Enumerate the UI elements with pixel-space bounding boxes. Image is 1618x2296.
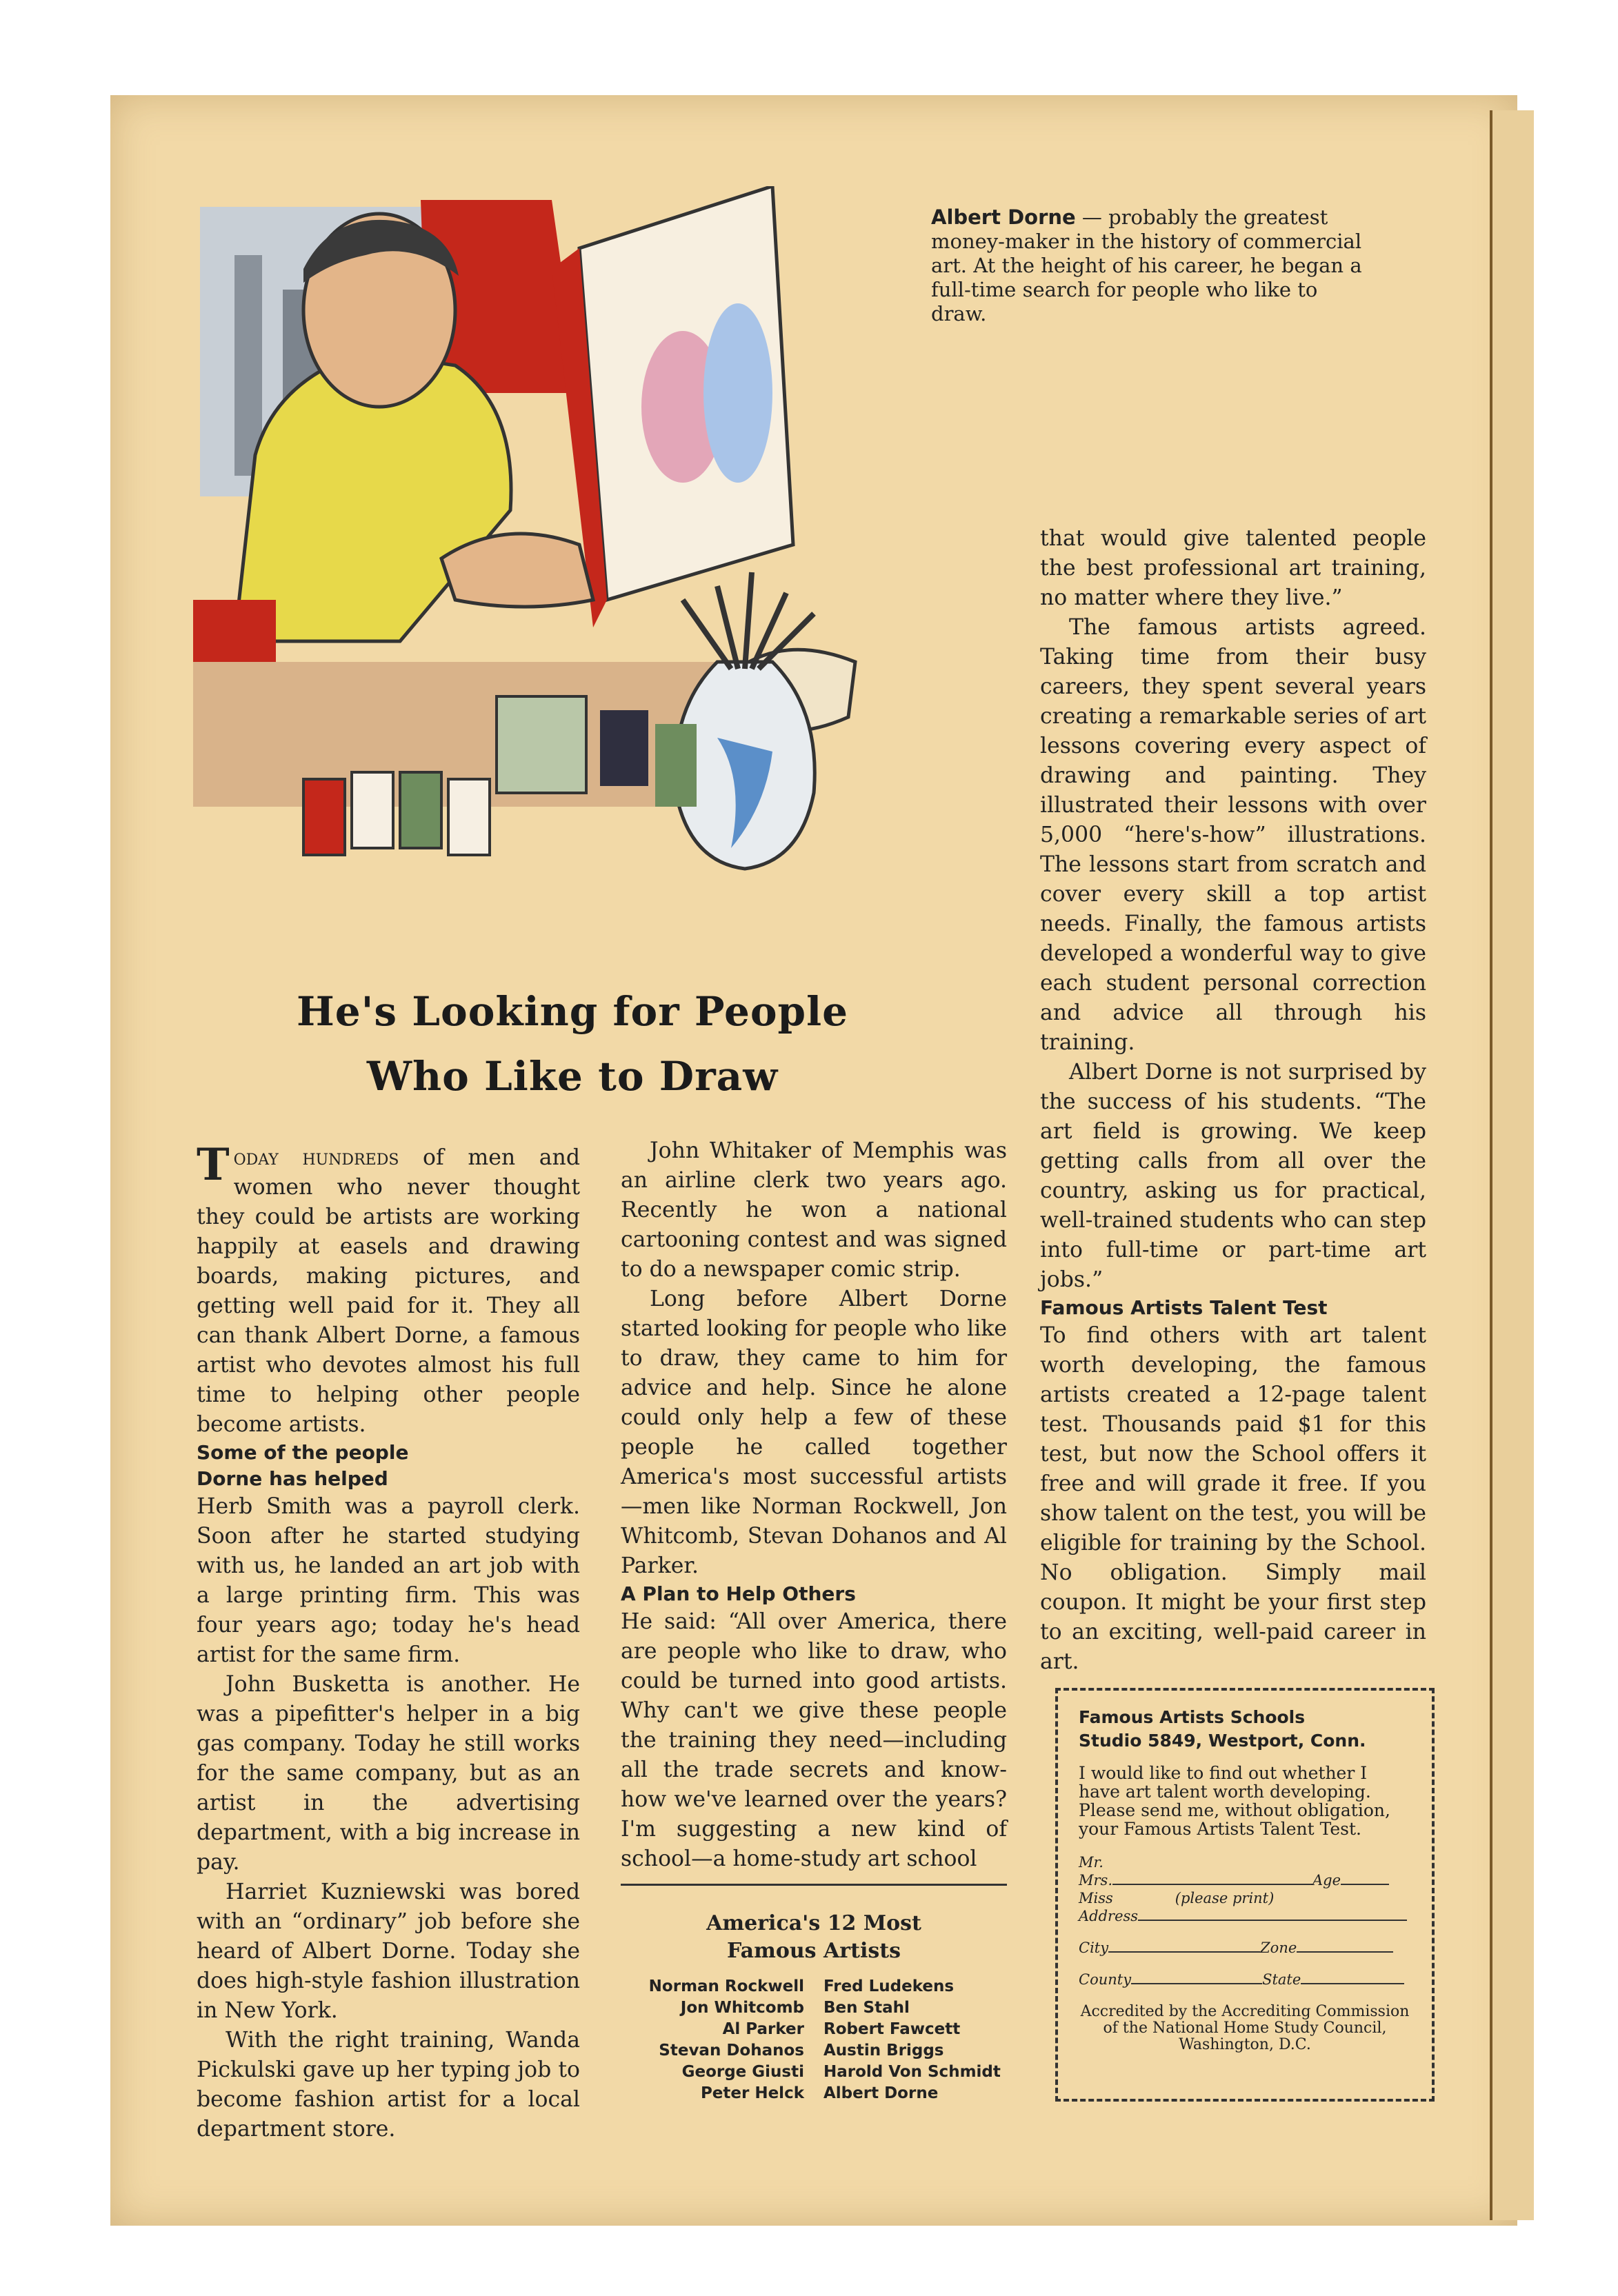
divider — [621, 1884, 1007, 1886]
paragraph: He said: “All over America, there are people who like to draw, who could be turned into good artists. Why can't we give these people the training they need—including all the trade secrets and know-how we've learned over the years? I'm suggesting a new kind of school—a home-study art school — [621, 1609, 1007, 1871]
label-age: Age — [1312, 1872, 1341, 1889]
artist-name: Peter Helck — [700, 2084, 804, 2102]
artist-hand — [441, 534, 593, 607]
coupon-request: I would like to find out whether I have art talent worth developing. Please send me, without obligation, your Famous Artists Talent Test. — [1079, 1763, 1390, 1839]
famous-title-2: Famous Artists — [727, 1939, 901, 1963]
caption-name: Albert Dorne — [931, 205, 1076, 229]
label-city: City — [1079, 1940, 1109, 1956]
drop-cap: T — [197, 1139, 230, 1191]
subhead-talent-test: Famous Artists Talent Test — [1040, 1296, 1328, 1319]
city-field[interactable] — [1108, 1951, 1260, 1953]
label-zone: Zone — [1260, 1940, 1297, 1956]
label-miss: Miss — [1079, 1890, 1113, 1906]
famous-artists-box — [621, 1910, 1007, 2104]
label-mr: Mr. — [1079, 1854, 1103, 1871]
coupon-school: Famous Artists Schools — [1079, 1707, 1306, 1727]
caption-text: — probably the greatest money-maker in the history of commercial art. At the height of his career, he began a full-time search for people who like to draw. — [931, 205, 1362, 325]
paragraph: The famous artists agreed. Taking time from their busy careers, they spent several years creating a remarkable series of art lessons covering every aspect of drawing and painting. They illustrated their lessons with over 5,000 “here's-how” illustrations. The lessons start from scratch and cover every skill a top artist needs. Finally, the famous artists developed a wonderful way to give each student personal correction and advice all through his training. — [1040, 615, 1426, 1055]
coupon-form[interactable] — [1079, 1853, 1411, 1988]
label-state: State — [1262, 1971, 1301, 1988]
artist-name: Harold Von Schmidt — [823, 2063, 1001, 2081]
label-mrs: Mrs. — [1079, 1872, 1112, 1889]
famous-title-1: America's 12 Most — [706, 1911, 921, 1935]
intro-smallcaps: oday hundreds — [233, 1145, 399, 1170]
headline-line-1: He's Looking for People — [296, 988, 849, 1035]
artist-name: Robert Fawcett — [823, 2020, 961, 2038]
illustration-caption — [931, 205, 1372, 326]
address-field[interactable] — [1138, 1920, 1407, 1921]
coupon-address: Studio 5849, Westport, Conn. — [1079, 1731, 1366, 1751]
column-3 — [1040, 524, 1426, 1677]
zone-field[interactable] — [1297, 1951, 1393, 1953]
accreditation-note: Accredited by the Accrediting Commission of the National Home Study Council, Washington, D.C. — [1080, 2003, 1410, 2053]
artist-name: Albert Dorne — [823, 2084, 939, 2102]
print-note: (please print) — [1175, 1890, 1275, 1906]
paragraph: Harriet Kuzniewski was bored with an “ordinary” job before she heard of Albert Dorne. Today she does high-style fashion illustration in New York. — [197, 1880, 580, 2023]
intro-paragraph — [197, 1139, 580, 1440]
headline-line-2: Who Like to Draw — [366, 1053, 779, 1100]
column-2 — [621, 1136, 1007, 1874]
paragraph: John Busketta is another. He was a pipefitter's helper in a big gas company. Today he still works for the same company, but as an artist in the advertising department, with a big increase in pay. — [197, 1672, 580, 1875]
artist-name: Jon Whitcomb — [680, 1999, 804, 2017]
paragraph: To find others with art talent worth developing, the famous artists created a 12-page talent test. Thousands paid $1 for this test, but now the School offers it free and will grade it free. If you show talent on the test, you will be eligible for training by the School. No obligation. Simply mail coupon. It might be your first step to an exciting, well-paid career in art. — [1040, 1323, 1426, 1674]
subhead-people-helped-2: Dorne has helped — [197, 1467, 388, 1490]
paragraph: that would give talented people the best professional art training, no matter where they live.” — [1040, 526, 1426, 610]
age-field[interactable] — [1341, 1884, 1389, 1885]
subhead-plan: A Plan to Help Others — [621, 1582, 856, 1605]
paragraph: John Whitaker of Memphis was an airline clerk two years ago. Recently he won a national cartooning contest and was signed to do a newspaper comic strip. — [621, 1138, 1007, 1282]
artist-name: Al Parker — [722, 2020, 804, 2038]
paragraph: Long before Albert Dorne started looking for people who like to draw, they came to him for advice and help. Since he alone could only help a few of these people he called together America's most successful artists —men like Norman Rockwell, Jon Whitcomb, Stevan Dohanos and Al Parker. — [621, 1287, 1007, 1578]
artist-name: Stevan Dohanos — [659, 2042, 804, 2060]
subhead-people-helped-1: Some of the people — [197, 1441, 409, 1464]
albert-dorne-illustration — [193, 186, 917, 958]
famous-artists-list — [621, 1976, 1007, 2104]
paragraph: Albert Dorne is not surprised by the success of his students. “The art field is growing. We keep getting calls from all over the country, asking us for practical, well-trained students who can step into full-time or part-time art jobs.” — [1040, 1060, 1426, 1292]
artists-left-column — [621, 1976, 814, 2104]
artist-name: George Giusti — [681, 2063, 804, 2081]
paragraph: With the right training, Wanda Pickulski gave up her typing job to become fashion artist for a local department store. — [197, 2028, 580, 2142]
artist-name: Norman Rockwell — [648, 1977, 804, 1995]
county-field[interactable] — [1131, 1983, 1262, 1984]
artist-name: Fred Ludekens — [823, 1977, 955, 1995]
artist-name: Ben Stahl — [823, 1999, 910, 2017]
column-1 — [197, 1139, 580, 2144]
state-field[interactable] — [1301, 1983, 1404, 1984]
mail-coupon[interactable] — [1055, 1688, 1435, 2102]
label-address: Address — [1079, 1908, 1139, 1924]
artists-right-column — [814, 1976, 1007, 2104]
name-field[interactable] — [1112, 1884, 1312, 1885]
artist-name: Austin Briggs — [823, 2042, 944, 2060]
paragraph: Herb Smith was a payroll clerk. Soon after he started studying with us, he landed an art job with a large printing firm. This was four years ago; today he's head artist for the same firm. — [197, 1494, 580, 1667]
label-county: County — [1079, 1971, 1132, 1988]
intro-text: of men and women who never thought they could be artists are working happily at easels and drawing boards, making pictures, and getting well paid for it. They all can thank Albert Dorne, a famous artist who devotes almost his full time to helping other people become artists. — [197, 1145, 580, 1437]
page-edge — [1490, 110, 1534, 2220]
headline — [228, 979, 917, 1109]
